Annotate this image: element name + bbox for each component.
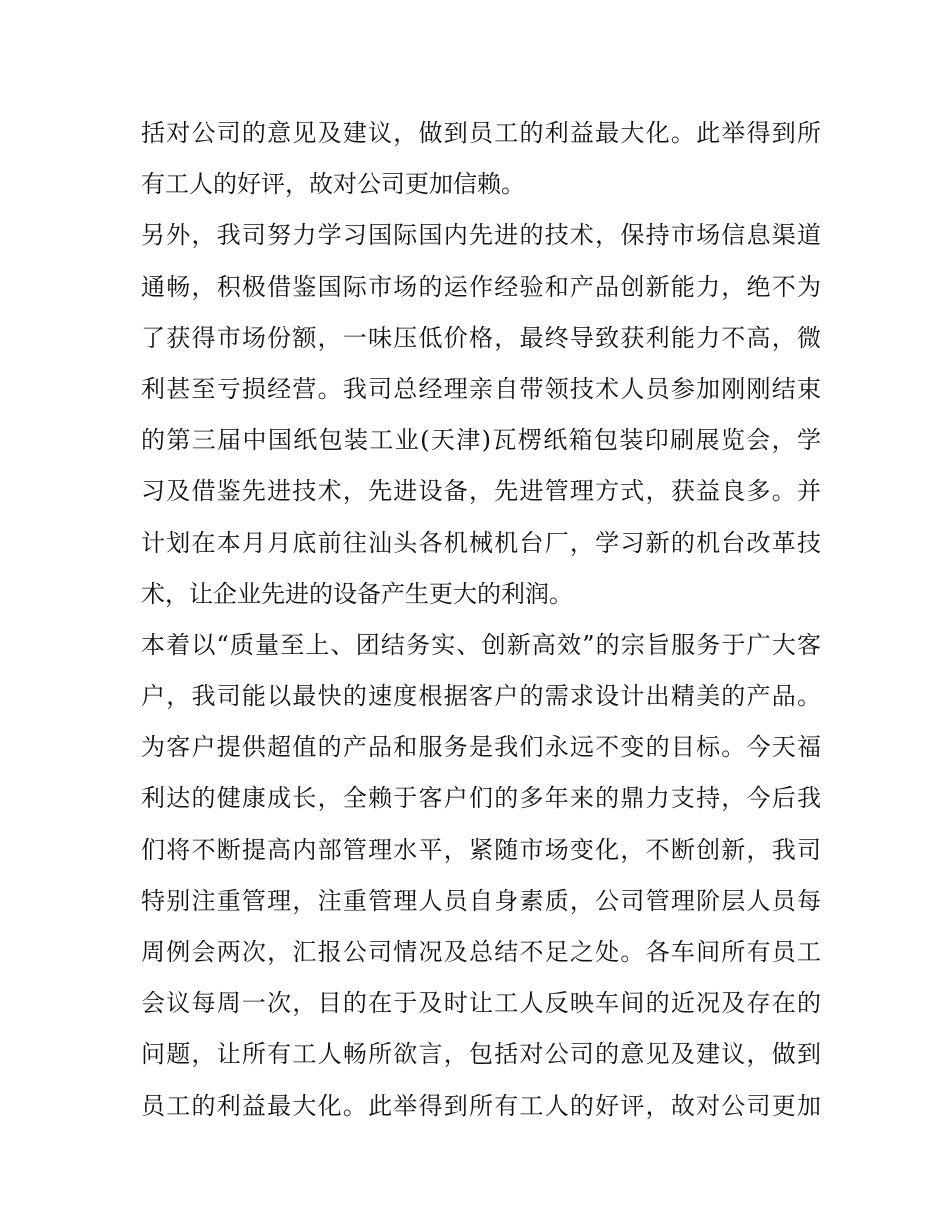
text-line: 括对公司的意见及建议，做到员工的利益最大化。此举得到所 [141, 119, 821, 147]
text-line: 本着以“质量至上、团结务实、创新高效”的宗旨服务于广大客 [141, 630, 821, 659]
text-line: 术，让企业先进的设备产生更大的利润。 [141, 579, 573, 608]
text-line: 会议每周一次，目的在于及时让工人反映车间的近况及存在的 [141, 989, 821, 1018]
text-line: 利甚至亏损经营。我司总经理亲自带领技术人员参加刚刚结束 [141, 374, 821, 403]
text-line: 户，我司能以最快的速度根据客户的需求设计出精美的产品。 [141, 682, 821, 711]
text-line: 问题，让所有工人畅所欲言，包括对公司的意见及建议，做到 [141, 1040, 821, 1069]
text-line: 通畅，积极借鉴国际市场的运作经验和产品创新能力，绝不为 [141, 272, 821, 301]
text-line: 习及借鉴先进技术，先进设备，先进管理方式，获益良多。并 [141, 477, 821, 506]
text-line: 为客户提供超值的产品和服务是我们永远不变的目标。今天福 [141, 733, 821, 762]
text-line: 计划在本月月底前往汕头各机械机台厂，学习新的机台改革技 [141, 528, 821, 557]
text-line: 有工人的好评，故对公司更加信赖。 [141, 170, 525, 199]
text-line: 了获得市场份额，一味压低价格，最终导致获利能力不高，微 [141, 323, 821, 352]
text-line: 的第三届中国纸包装工业(天津)瓦楞纸箱包装印刷展览会，学 [141, 426, 821, 455]
text-line: 另外，我司努力学习国际国内先进的技术，保持市场信息渠道 [141, 221, 821, 250]
body-text [141, 108, 821, 1132]
text-line: 们将不断提高内部管理水平，紧随市场变化，不断创新，我司 [141, 835, 821, 864]
text-line: 利达的健康成长，全赖于客户们的多年来的鼎力支持，今后我 [141, 784, 821, 813]
text-line: 特别注重管理，注重管理人员自身素质，公司管理阶层人员每 [141, 886, 821, 915]
text-line: 周例会两次，汇报公司情况及总结不足之处。各车间所有员工 [141, 938, 821, 966]
text-line: 员工的利益最大化。此举得到所有工人的好评，故对公司更加 [141, 1091, 821, 1120]
